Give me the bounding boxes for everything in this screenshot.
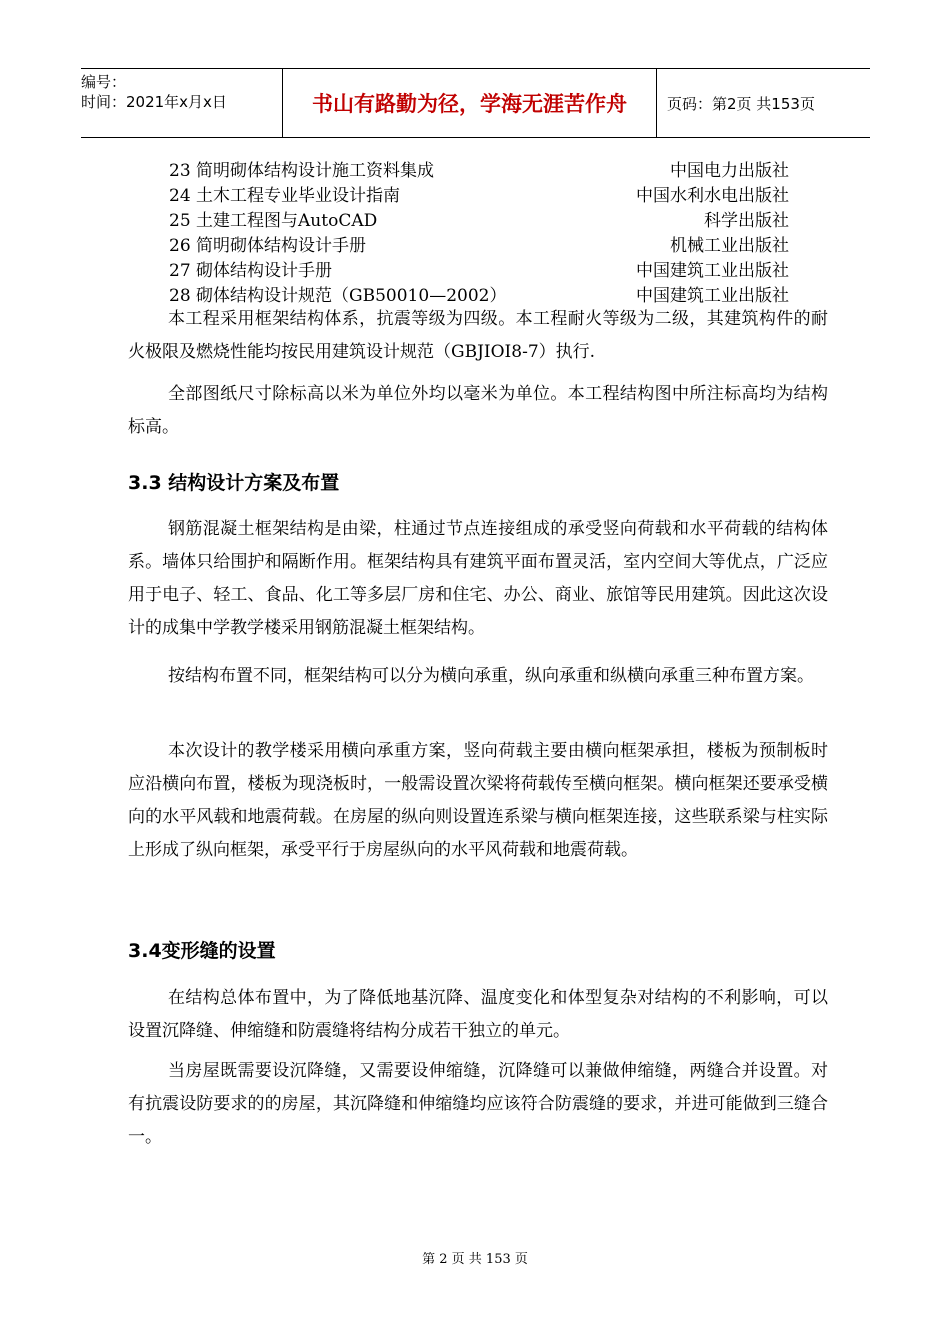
reference-item <box>169 184 789 209</box>
body-paragraph: 在结构总体布置中，为了降低地基沉降、温度变化和体型复杂对结构的不利影响，可以设置沉降缝、伸缩缝和防震缝将结构分成若干独立的单元。 <box>128 988 828 1041</box>
body-paragraph: 全部图纸尺寸除标高以米为单位外均以毫米为单位。本工程结构图中所注标高均为结构标高。 <box>128 384 828 437</box>
reference-title: 27 砌体结构设计手册 <box>169 261 333 281</box>
page-header <box>81 68 870 138</box>
header-motto: 书山有路勤为径，学海无涯苦作舟 <box>283 69 657 137</box>
reference-title: 28 砌体结构设计规范（GB50010—2002） <box>169 286 507 306</box>
reference-publisher: 机械工业出版社 <box>670 236 789 256</box>
reference-item <box>169 209 789 234</box>
body-paragraph: 本次设计的教学楼采用横向承重方案，竖向荷载主要由横向框架承担，楼板为预制板时应沿横向布置，楼板为现浇板时，一般需设置次梁将荷载传至横向框架。横向框架还要承受横向的水平风载和地震荷载。在房屋的纵向则设置连系梁与横向框架连接，这些联系梁与柱实际上形成了纵向框架，承受平行于房屋纵向的水平风荷载和地震荷载。 <box>128 741 828 860</box>
body-paragraph: 本工程采用框架结构体系，抗震等级为四级。本工程耐火等级为二级，其建筑构件的耐火极限及燃烧性能均按民用建筑设计规范（GBJIOI8-7）执行. <box>128 309 828 362</box>
document-number-label: 编号： <box>81 73 127 91</box>
body-paragraph: 按结构布置不同，框架结构可以分为横向承重，纵向承重和纵横向承重三种布置方案。 <box>168 666 814 686</box>
reference-publisher: 中国电力出版社 <box>670 161 789 181</box>
page-footer: 第 2 页 共 153 页 <box>422 1252 528 1267</box>
reference-publisher: 科学出版社 <box>704 211 789 231</box>
document-time-label: 时间：2021年x月x日 <box>81 93 227 111</box>
reference-item <box>169 159 789 184</box>
body-paragraph: 当房屋既需要设沉降缝，又需要设伸缩缝，沉降缝可以兼做伸缩缝，两缝合并设置。对有抗震设防要求的的房屋，其沉降缝和伸缩缝均应该符合防震缝的要求，并进可能做到三缝合一。 <box>128 1061 828 1147</box>
reference-title: 24 土木工程专业毕业设计指南 <box>169 186 401 206</box>
reference-item <box>169 234 789 259</box>
section-heading: 3.3 结构设计方案及布置 <box>128 472 340 494</box>
section-heading: 3.4变形缝的设置 <box>128 940 276 962</box>
body-paragraph: 钢筋混凝土框架结构是由梁，柱通过节点连接组成的承受竖向荷载和水平荷载的结构体系。墙体只给围护和隔断作用。框架结构具有建筑平面布置灵活，室内空间大等优点，广泛应用于电子、轻工、食品、化工等多层厂房和住宅、办公、商业、旅馆等民用建筑。因此这次设计的成集中学教学楼采用钢筋混凝土框架结构。 <box>128 519 828 638</box>
reference-title: 26 简明砌体结构设计手册 <box>169 236 367 256</box>
reference-title: 23 简明砌体结构设计施工资料集成 <box>169 161 435 181</box>
header-meta <box>81 69 283 137</box>
header-page-label: 页码：第2页 共153页 <box>667 94 815 113</box>
reference-title: 25 土建工程图与AutoCAD <box>169 211 378 231</box>
reference-publisher: 中国建筑工业出版社 <box>636 261 789 281</box>
reference-publisher: 中国水利水电出版社 <box>636 186 789 206</box>
reference-item <box>169 259 789 284</box>
reference-publisher: 中国建筑工业出版社 <box>636 286 789 306</box>
